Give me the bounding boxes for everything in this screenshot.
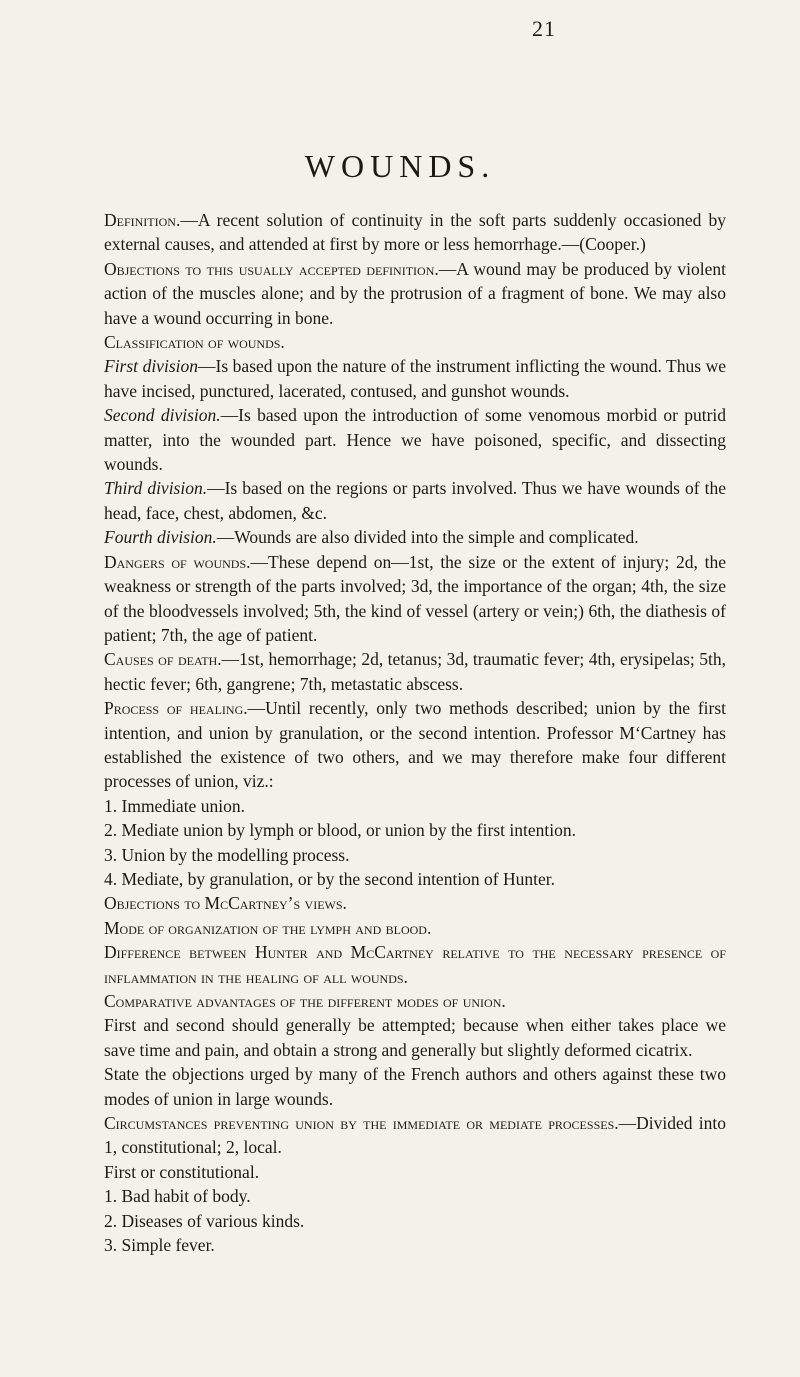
paragraph-objections-mccartney: Objections to McCartney’s views.: [104, 893, 347, 914]
heading-classification: Classification of wounds.: [104, 332, 285, 353]
paragraph-objections: Objections to this usually accepted definition.—A wound may be produced by violent action of the muscles alone; and by the protrusion of a fragment of bone. We may also have a wound occurring in bone.: [104, 258, 726, 328]
paragraph-constitutional: First or constitutional.: [104, 1161, 260, 1182]
paragraph-comparative-advantages: Comparative advantages of the different modes of union.: [104, 991, 506, 1011]
paragraph-causes-of-death: Causes of death.—1st, hemorrhage; 2d, tetanus; 3d, traumatic fever; 4th, erysipelas; 5th, hectic fever; 6th, gangrene; 7th, metastatic abscess.: [104, 649, 726, 694]
heading-definition: Definition.: [104, 210, 181, 230]
page-body: [104, 208, 726, 1257]
paragraph-first-and-second: First and second should generally be attempted; because when either takes place we save time and pain, and obtain a strong and generally but slightly deformed cicatrix.: [104, 1015, 726, 1060]
paragraph-fourth-division: Fourth division.—Wounds are also divided into the simple and complicated.: [104, 527, 639, 548]
list-item: 3. Union by the modelling process.: [104, 844, 350, 865]
paragraph-third-division: Third division.—Is based on the regions or parts involved. Thus we have wounds of the head, face, chest, abdomen, &c.: [104, 478, 726, 523]
paragraph-dangers: Dangers of wounds.—These depend on—1st, the size or the extent of injury; 2d, the weakness or strength of the parts involved; 3d, the importance of the organ; 4th, the size of the bloodvessels involved; 5th, the kind of vessel (artery or vein;) 6th, the diathesis of patient; 7th, the age of patient.: [104, 551, 726, 645]
heading-objections: Objections to this usually accepted definition.: [104, 258, 439, 279]
paragraph-second-division: Second division.—Is based upon the introduction of some venomous morbid or putrid matter, into the wounded part. Hence we have poisoned, specific, and dissecting wounds.: [104, 405, 727, 475]
list-item: 2. Mediate union by lymph or blood, or union by the first intention.: [104, 820, 576, 841]
paragraph-process-of-healing: Process of healing.—Until recently, only two methods described; union by the first intention, and union by granulation, or the second intention. Professor M‘Cartney has established the existence of two others, and we may therefore make four different processes of union, viz.:: [104, 698, 727, 792]
list-item: 2. Diseases of various kinds.: [104, 1210, 305, 1231]
list-item: 3. Simple fever.: [104, 1235, 215, 1256]
paragraph-first-division: First division—Is based upon the nature of the instrument inflicting the wound. Thus we have incised, punctured, lacerated, contused, and gunshot wounds.: [104, 356, 726, 401]
paragraph-mode-of-organization: Mode of organization of the lymph and blood.: [104, 917, 432, 938]
page-number: 21: [532, 16, 556, 41]
list-item: 1. Immediate union.: [104, 795, 245, 816]
heading-dangers: Dangers of wounds.: [104, 551, 251, 572]
page-title: WOUNDS.: [304, 148, 496, 184]
heading-process-of-healing: Process of healing.: [104, 698, 248, 719]
heading-causes-of-death: Causes of death.: [104, 649, 222, 670]
paragraph-classification: [104, 330, 726, 354]
paragraph-difference-hunter-mccartney: Difference between Hunter and McCartney relative to the necessary presence of inflammation in the healing of all wounds.: [104, 942, 726, 987]
paragraph-circumstances: Circumstances preventing union by the immediate or mediate processes.—Divided into 1, constitutional; 2, local.: [104, 1113, 727, 1158]
paragraph-french-objections: State the objections urged by many of the French authors and others against these two modes of union in large wounds.: [104, 1064, 726, 1109]
paragraph-definition: Definition.—A recent solution of continuity in the soft parts suddenly occasioned by external causes, and attended at first by more or less hemorrhage.—(Cooper.): [104, 210, 726, 255]
list-item: 1. Bad habit of body.: [104, 1186, 251, 1207]
list-item: 4. Mediate, by granulation, or by the second intention of Hunter.: [104, 868, 556, 889]
